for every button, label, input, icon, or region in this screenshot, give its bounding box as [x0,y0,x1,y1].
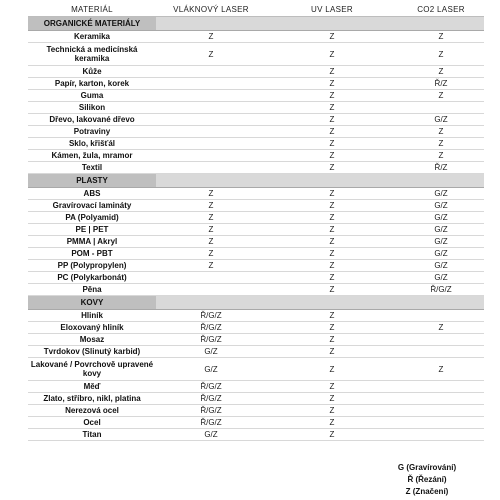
fiber-laser-cell: Z [156,43,266,66]
fiber-laser-cell: G/Z [156,429,266,441]
material-name: PA (Polyamid) [28,212,156,224]
uv-laser-cell: Z [266,310,398,322]
table-row [28,212,484,224]
table-row [28,31,484,43]
material-name: PMMA | Akryl [28,236,156,248]
uv-laser-cell: Z [266,322,398,334]
table-row [28,200,484,212]
category-row [28,174,484,188]
fiber-laser-cell [156,90,266,102]
table-row [28,188,484,200]
co2-laser-cell: Z [398,43,484,66]
material-name: Zlato, stříbro, nikl, platina [28,393,156,405]
fiber-laser-cell: Ř/G/Z [156,417,266,429]
uv-laser-cell: Z [266,90,398,102]
table-row [28,381,484,393]
co2-laser-cell [398,393,484,405]
table-body [28,17,484,441]
material-name: Dřevo, lakované dřevo [28,114,156,126]
table-row [28,162,484,174]
material-name: Technická a medicínská keramika [28,43,156,66]
co2-laser-cell: G/Z [398,260,484,272]
material-name: Kámen, žula, mramor [28,150,156,162]
material-name: POM - PBT [28,248,156,260]
fiber-laser-cell: Z [156,188,266,200]
laser-material-table [28,2,484,441]
uv-laser-cell: Z [266,272,398,284]
header-uv-laser: UV LASER [266,2,398,17]
material-name: Titan [28,429,156,441]
fiber-laser-cell: Z [156,200,266,212]
uv-laser-cell: Z [266,334,398,346]
uv-laser-cell: Z [266,429,398,441]
fiber-laser-cell [156,102,266,114]
legend-cutting: Ř (Řezání) [407,475,447,484]
material-name: Nerezová ocel [28,405,156,417]
material-name: PE | PET [28,224,156,236]
uv-laser-cell: Z [266,78,398,90]
table-row [28,43,484,66]
co2-laser-cell: Ř/G/Z [398,284,484,296]
table-row [28,114,484,126]
table-row [28,248,484,260]
fiber-laser-cell: Z [156,260,266,272]
category-empty-cell [266,174,398,188]
uv-laser-cell: Z [266,114,398,126]
material-name: ABS [28,188,156,200]
material-name: Mosaz [28,334,156,346]
fiber-laser-cell: Ř/G/Z [156,334,266,346]
material-name: Ocel [28,417,156,429]
table-row [28,272,484,284]
header-row [28,2,484,17]
category-title: KOVY [28,296,156,310]
material-name: Tvrdokov (Slinutý karbid) [28,346,156,358]
category-empty-cell [156,17,266,31]
table-row [28,334,484,346]
uv-laser-cell: Z [266,126,398,138]
co2-laser-cell: G/Z [398,212,484,224]
co2-laser-cell [398,310,484,322]
uv-laser-cell: Z [266,393,398,405]
uv-laser-cell: Z [266,346,398,358]
table-row [28,150,484,162]
fiber-laser-cell: Ř/G/Z [156,405,266,417]
uv-laser-cell: Z [266,162,398,174]
fiber-laser-cell: Ř/G/Z [156,381,266,393]
fiber-laser-cell: Z [156,236,266,248]
uv-laser-cell: Z [266,248,398,260]
material-name: Eloxovaný hliník [28,322,156,334]
material-name: Papír, karton, korek [28,78,156,90]
co2-laser-cell: Ř/Z [398,162,484,174]
uv-laser-cell: Z [266,188,398,200]
category-empty-cell [398,174,484,188]
material-name: Hliník [28,310,156,322]
material-name: Silikon [28,102,156,114]
table-row [28,260,484,272]
co2-laser-cell: Z [398,31,484,43]
material-name: Lakované / Povrchově upravené kovy [28,358,156,381]
material-name: Pěna [28,284,156,296]
table-row [28,310,484,322]
category-title: PLASTY [28,174,156,188]
uv-laser-cell: Z [266,236,398,248]
uv-laser-cell: Z [266,150,398,162]
header-fiber-laser: VLÁKNOVÝ LASER [156,2,266,17]
uv-laser-cell: Z [266,43,398,66]
fiber-laser-cell: Ř/G/Z [156,322,266,334]
uv-laser-cell: Z [266,102,398,114]
uv-laser-cell: Z [266,212,398,224]
fiber-laser-cell: Z [156,224,266,236]
table-row [28,393,484,405]
table-row [28,102,484,114]
table-row [28,78,484,90]
table-row [28,346,484,358]
material-name: Gravírovací lamináty [28,200,156,212]
fiber-laser-cell [156,272,266,284]
material-name: Textil [28,162,156,174]
co2-laser-cell: G/Z [398,248,484,260]
table-row [28,236,484,248]
co2-laser-cell [398,405,484,417]
fiber-laser-cell [156,66,266,78]
co2-laser-cell: Z [398,90,484,102]
uv-laser-cell: Z [266,31,398,43]
table-row [28,405,484,417]
co2-laser-cell: Ř/Z [398,78,484,90]
co2-laser-cell: Z [398,66,484,78]
legend [370,462,484,498]
fiber-laser-cell: Ř/G/Z [156,393,266,405]
material-name: Sklo, křišťál [28,138,156,150]
co2-laser-cell: Z [398,322,484,334]
category-empty-cell [266,296,398,310]
category-empty-cell [398,17,484,31]
fiber-laser-cell [156,138,266,150]
table-row [28,417,484,429]
uv-laser-cell: Z [266,66,398,78]
fiber-laser-cell [156,78,266,90]
material-name: PC (Polykarbonát) [28,272,156,284]
uv-laser-cell: Z [266,417,398,429]
uv-laser-cell: Z [266,405,398,417]
table-row [28,126,484,138]
category-empty-cell [398,296,484,310]
fiber-laser-cell [156,114,266,126]
fiber-laser-cell [156,284,266,296]
category-title: ORGANICKÉ MATERIÁLY [28,17,156,31]
fiber-laser-cell: Z [156,248,266,260]
legend-marking: Z (Značení) [405,487,449,496]
fiber-laser-cell: Ř/G/Z [156,310,266,322]
uv-laser-cell: Z [266,284,398,296]
uv-laser-cell: Z [266,200,398,212]
material-name: Potraviny [28,126,156,138]
header-material: MATERIÁL [28,2,156,17]
uv-laser-cell: Z [266,224,398,236]
material-name: Kůže [28,66,156,78]
category-empty-cell [156,174,266,188]
co2-laser-cell: G/Z [398,236,484,248]
material-name: Měď [28,381,156,393]
co2-laser-cell: Z [398,126,484,138]
table-row [28,358,484,381]
co2-laser-cell: G/Z [398,272,484,284]
uv-laser-cell: Z [266,358,398,381]
co2-laser-cell [398,381,484,393]
table-row [28,322,484,334]
co2-laser-cell [398,102,484,114]
uv-laser-cell: Z [266,381,398,393]
fiber-laser-cell [156,126,266,138]
fiber-laser-cell [156,162,266,174]
category-empty-cell [156,296,266,310]
fiber-laser-cell: Z [156,31,266,43]
co2-laser-cell: Z [398,138,484,150]
co2-laser-cell: Z [398,150,484,162]
category-row [28,296,484,310]
category-row [28,17,484,31]
table-row [28,90,484,102]
table-row [28,66,484,78]
fiber-laser-cell: Z [156,212,266,224]
table-row [28,224,484,236]
co2-laser-cell: G/Z [398,114,484,126]
header-co2-laser: CO2 LASER [398,2,484,17]
co2-laser-cell [398,417,484,429]
co2-laser-cell [398,429,484,441]
co2-laser-cell [398,346,484,358]
category-empty-cell [266,17,398,31]
co2-laser-cell: G/Z [398,224,484,236]
co2-laser-cell: G/Z [398,200,484,212]
material-name: Keramika [28,31,156,43]
laser-material-table-container [28,2,484,441]
material-name: Guma [28,90,156,102]
table-row [28,138,484,150]
legend-engraving: G (Gravírování) [397,463,457,472]
co2-laser-cell: G/Z [398,188,484,200]
co2-laser-cell [398,334,484,346]
fiber-laser-cell: G/Z [156,346,266,358]
material-name: PP (Polypropylen) [28,260,156,272]
table-row [28,429,484,441]
table-row [28,284,484,296]
uv-laser-cell: Z [266,138,398,150]
uv-laser-cell: Z [266,260,398,272]
co2-laser-cell: Z [398,358,484,381]
fiber-laser-cell [156,150,266,162]
fiber-laser-cell: G/Z [156,358,266,381]
